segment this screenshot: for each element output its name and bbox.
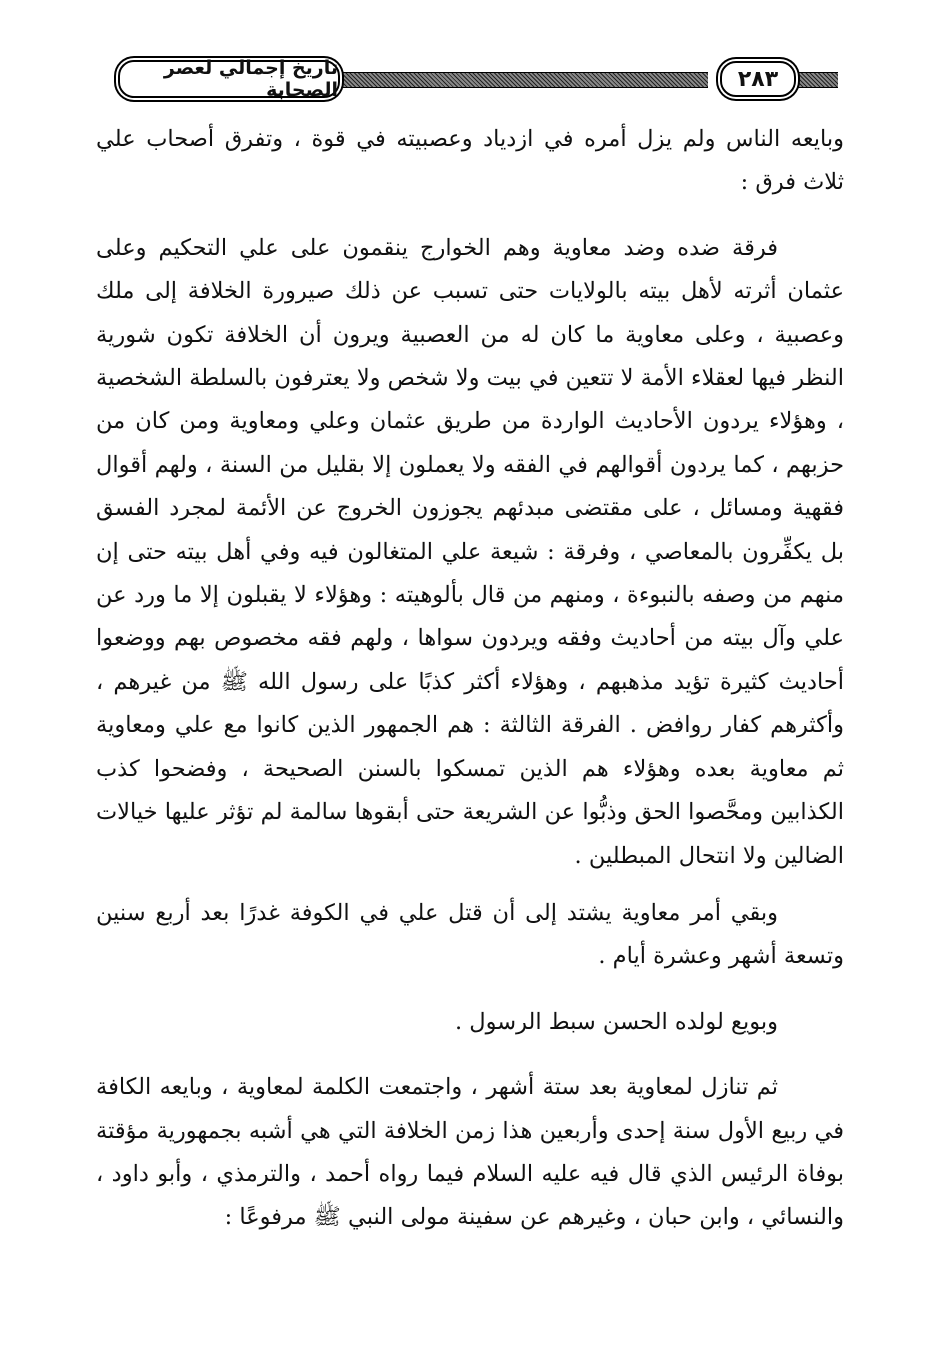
page-number: ٢٨٣	[720, 61, 796, 97]
header-decorative-rule	[338, 72, 708, 88]
page-header	[108, 57, 838, 101]
paragraph-3: وبقي أمر معاوية يشتد إلى أن قتل علي في الكوفة غدرًا بعد أربع سنين وتسعة أشهر وعشرة أيام .	[96, 899, 844, 970]
running-title: تاريخ إجمالي لعصر الصحابة	[118, 60, 340, 98]
body-text	[96, 118, 844, 1240]
paragraph-4: وبويع لولده الحسن سبط الرسول .	[454, 1008, 778, 1035]
paragraph-5: ثم تنازل لمعاوية بعد ستة أشهر ، واجتمعت الكلمة لمعاوية ، وبايعه الكافة في ربيع الأول سنة إحدى وأربعين هذا زمن الخلافة التي هي أشبه بجمهورية مؤقتة بوفاة الرئيس الذي قال فيه عليه السلام فيما رواه أحمد ، والترمذي ، وأبو داود ، والنسائي ، وابن حبان ، وغيرهم عن سفينة مولى النبي ﷺ مرفوعًا :	[96, 1074, 844, 1231]
header-decorative-rule-end	[798, 72, 838, 88]
paragraph-2: فرقة ضده وضد معاوية وهم الخوارج ينقمون على علي التحكيم وعلى عثمان أثرته لأهل بيته بالولايات حتى تسبب عن ذلك صيرورة الخلافة إلى ملك وعصبية ، وعلى معاوية ما كان له من العصبية ويرون أن الخلافة تكون شورية النظر فيها لعقلاء الأمة لا تتعين في بيت ولا شخص ولا يعترفون بالسلطة الشخصية ، وهؤلاء يردون الأحاديث الواردة من طريق عثمان وعلي ومعاوية ومن كان من حزبهم ، كما يردون أقوالهم في الفقه ولا يعملون إلا بقليل من السنة ، ولهم أقوال فقهية ومسائل ، على مقتضى مبدئهم يجوزون الخروج عن الأئمة لمجرد الفسق بل يكفِّرون بالمعاصي ، وفرقة : شيعة علي المتغالون فيه وفي أهل بيته حتى إن منهم من وصفه بالنبوءة ، ومنهم من قال بألوهيته : وهؤلاء لا يقبلون إلا ما ورد عن علي وآل بيته من أحاديث وفقه ويردون سواها ، ولهم فقه مخصوص بهم ووضعوا أحاديث كثيرة تؤيد مذهبهم ، وهؤلاء أكثر كذبًا على رسول الله ﷺ من غيرهم ، وأكثرهم كفار روافض . الفرقة الثالثة : هم الجمهور الذين كانوا مع علي ومعاوية ثم معاوية بعده وهؤلاء هم الذين تمسكوا بالسنن الصحيحة ، وفضحوا كذب الكذابين ومحَّصوا الحق وذبُّوا عن الشريعة حتى أبقوها سالمة لم تؤثر عليها خيالات الضالين ولا انتحال المبطلين .	[96, 234, 844, 869]
paragraph-1: وبايعه الناس ولم يزل أمره في ازدياد وعصبيته في قوة ، وتفرق أصحاب علي ثلاث فرق :	[96, 126, 844, 196]
